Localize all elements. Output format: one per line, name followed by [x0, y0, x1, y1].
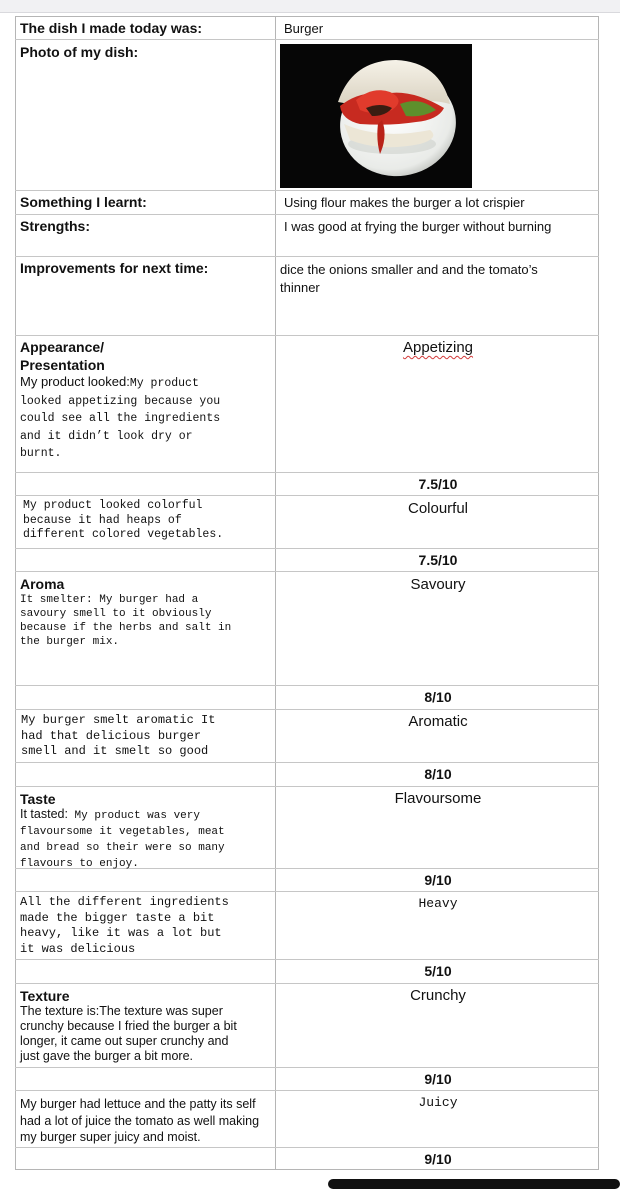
- row-divider: [15, 495, 599, 496]
- improvements-label: Improvements for next time:: [20, 260, 209, 276]
- appearance-prompt: My product looked:: [20, 374, 130, 389]
- dish-label: The dish I made today was:: [20, 20, 203, 36]
- top-bar: [0, 0, 620, 13]
- taste-text: My product was very flavoursome it vegetables, meat and bread so their were so many flavours to enjoy.: [20, 810, 225, 870]
- appearance-word-2: Colourful: [407, 500, 469, 517]
- row-divider: [15, 548, 599, 549]
- strengths-value: I was good at frying the burger without burning: [284, 219, 552, 234]
- row-divider: [15, 256, 599, 257]
- row-divider: [15, 39, 599, 40]
- appearance-score: 7.5/10: [418, 476, 458, 492]
- row-divider: [15, 472, 599, 473]
- dish-photo: [280, 44, 472, 188]
- row-divider: [15, 891, 599, 892]
- row-divider: [15, 959, 599, 960]
- learnt-value: Using flour makes the burger a lot crispier: [284, 195, 525, 210]
- texture-text-2: My burger had lettuce and the patty its self had a lot of juice the tomato as well making my burger super juicy and moist.: [20, 1097, 260, 1144]
- texture-heading: Texture: [20, 988, 70, 1004]
- aroma-word: Savoury: [410, 576, 466, 593]
- aroma-heading: Aroma: [20, 576, 65, 592]
- row-divider: [15, 335, 599, 336]
- texture-score-2: 9/10: [424, 1151, 452, 1167]
- taste-description: [20, 807, 272, 871]
- taste-score: 9/10: [424, 872, 452, 888]
- home-indicator[interactable]: [328, 1179, 620, 1189]
- texture-score: 9/10: [424, 1071, 452, 1087]
- row-divider: [15, 1147, 599, 1148]
- aroma-score: 8/10: [424, 689, 452, 705]
- appearance-word-text: Appetizing: [402, 339, 474, 356]
- row-divider: [15, 685, 599, 686]
- row-divider: [15, 786, 599, 787]
- appearance-word: [276, 339, 600, 356]
- appearance-score-2: 7.5/10: [418, 552, 458, 568]
- burger-photo-image: [280, 44, 472, 188]
- row-divider: [15, 709, 599, 710]
- dish-value: Burger: [284, 21, 324, 36]
- taste-word-2: Heavy: [418, 896, 458, 911]
- aroma-word-2: Aromatic: [408, 713, 468, 730]
- taste-heading: Taste: [20, 791, 56, 807]
- row-divider: [15, 190, 599, 191]
- strengths-label: Strengths:: [20, 218, 90, 234]
- appearance-description: [20, 374, 272, 462]
- texture-word: Crunchy: [410, 987, 466, 1004]
- aroma-score-2: 8/10: [424, 766, 452, 782]
- texture-word-2: Juicy: [418, 1095, 458, 1110]
- row-divider: [15, 214, 599, 215]
- taste-word: Flavoursome: [394, 790, 482, 807]
- learnt-label: Something I learnt:: [20, 194, 147, 210]
- taste-prompt: It tasted:: [20, 807, 68, 821]
- improvements-value: dice the onions smaller and and the tomato’s thinner: [280, 262, 538, 295]
- row-divider: [15, 1090, 599, 1091]
- appearance-heading: Appearance/ Presentation: [20, 339, 105, 373]
- photo-label: Photo of my dish:: [20, 44, 139, 60]
- row-divider: [15, 762, 599, 763]
- appearance-text: My product looked appetizing because you could see all the ingredients and it didn’t look dry or burnt.: [20, 377, 221, 460]
- row-divider: [15, 571, 599, 572]
- taste-score-2: 5/10: [424, 963, 452, 979]
- appearance-text-2: My product looked colorful because it had heaps of different colored vegetables.: [23, 499, 224, 541]
- aroma-text: It smelter: My burger had a savoury smell to it obviously because if the herbs and salt in the burger mix.: [20, 594, 232, 648]
- aroma-text-2: My burger smelt aromatic It had that delicious burger smell and it smelt so good: [21, 713, 216, 758]
- texture-text: The texture is:The texture was super crunchy because I fried the burger a bit longer, it came out super crunchy and just gave the burger a bit more.: [20, 1004, 237, 1063]
- row-divider: [15, 1067, 599, 1068]
- row-divider: [15, 983, 599, 984]
- taste-text-2: All the different ingredients made the bigger taste a bit heavy, like it was a lot but it was delicious: [20, 895, 229, 956]
